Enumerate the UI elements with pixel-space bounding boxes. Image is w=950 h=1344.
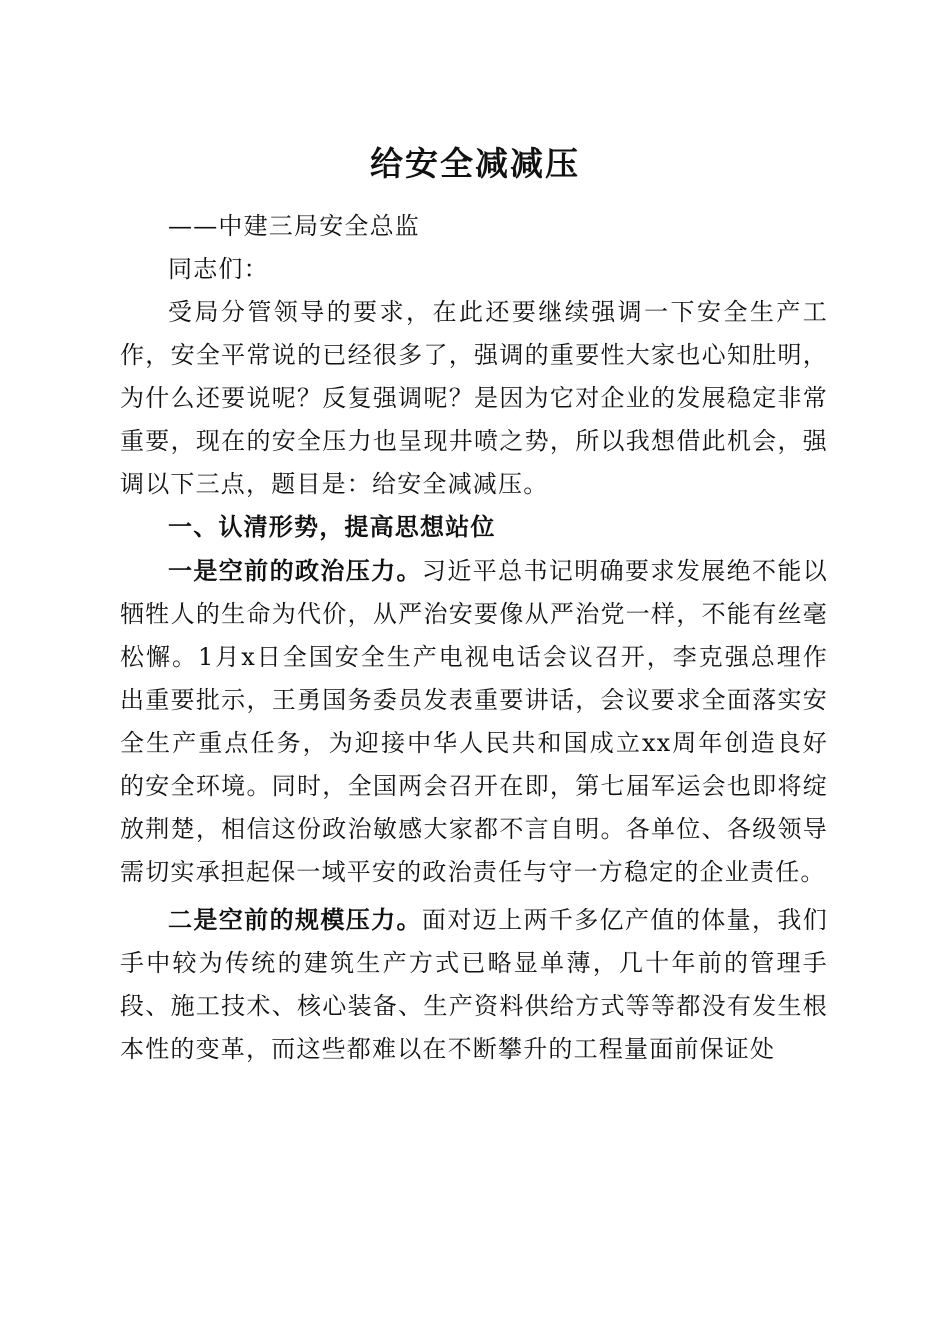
- point-2-paragraph: [120, 898, 828, 1071]
- document-body: [120, 205, 828, 1071]
- document-title: 给安全减减压: [370, 144, 580, 183]
- intro-paragraph: 受局分管领导的要求，在此还要继续强调一下安全生产工作，安全平常说的已经很多了，强调的重要性大家也心知肚明，为什么还要说呢？反复强调呢？是因为它对企业的发展稳定非常重要，现在的安全压力也呈现井喷之势，所以我想借此机会，强调以下三点，题目是：给安全减减压。: [120, 298, 828, 498]
- salutation: 同志们：: [168, 255, 269, 283]
- section-heading-1: 一、认清形势，提高思想站位: [168, 513, 496, 541]
- point-2-lead: 二是空前的规模压力。: [168, 905, 422, 934]
- point-2-text: 面对迈上两千多亿产值的体量，我们手中较为传统的建筑生产方式已略显单薄，几十年前的管理手段、施工技术、核心装备、生产资料供给方式等等都没有发生根本性的变革，而这些都难以在不断攀升的工程量面前保证处: [120, 906, 828, 1063]
- byline: ——中建三局安全总监: [168, 212, 420, 240]
- point-1-text: 习近平总书记明确要求发展绝不能以牺牲人的生命为代价，从严治安要像从严治党一样，不能有丝毫松懈。1月x日全国安全生产电视电话会议召开，李克强总理作出重要批示，王勇国务委员发表重要讲话，会议要求全面落实安全生产重点任务，为迎接中华人民共和国成立xx周年创造良好的安全环境。同时，全国两会召开在即，第七届军运会也即将绽放荆楚，相信这份政治敏感大家都不言自明。各单位、各级领导需切实承担起保一域平安的政治责任与守一方稳定的企业责任。: [120, 557, 828, 886]
- point-1-lead: 一是空前的政治压力。: [168, 556, 422, 585]
- point-1-paragraph: [120, 549, 828, 894]
